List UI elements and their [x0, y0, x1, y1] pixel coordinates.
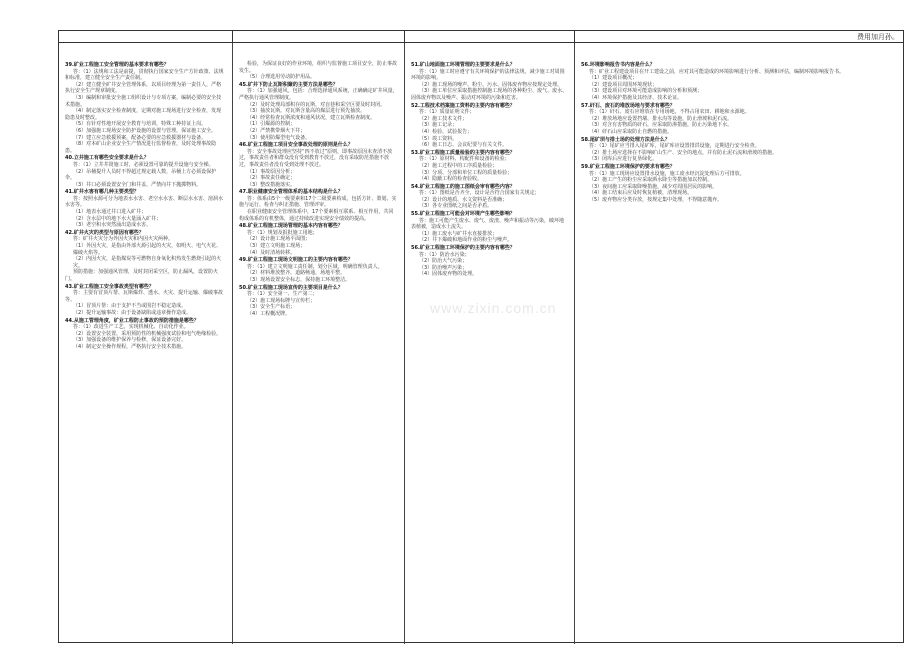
- answer-text: （5）有针对性地开展安全教育与培训，特殊工种持证上岗。: [73, 121, 207, 128]
- answer-text: （1）地表水通过井口进入矿井；: [73, 209, 147, 216]
- answer-text: （1）冒顶片帮：由于支护不当或围岩不稳定造成。: [73, 303, 187, 310]
- header-cell-2: [233, 31, 405, 43]
- answer-text: 答：（1）防治水污染；: [419, 251, 470, 258]
- answer-text: 答：（1）图纸是否齐全，设计是否符合国家有关规定；: [419, 190, 540, 197]
- answer-text: （2）事故责任确定；: [247, 175, 296, 182]
- answer-text: （2）防治大气污染；: [419, 258, 468, 265]
- answer-text: （3）使用防爆型电气设备。: [247, 134, 311, 141]
- answer-text: 答：（1）尾矿应当排入尾矿库，尾矿库应设置排洪设施，定期进行安全检查。: [589, 143, 760, 150]
- answer-text: （4）及时清场转移。: [247, 249, 296, 256]
- header-note: 费用加月孙。: [857, 33, 899, 41]
- answer-text: 答：施工可能产生废水、废气、废渣、噪声和振动等污染，破坏地表植被，造成水土流失。: [411, 217, 565, 231]
- question-heading: 41.矿井水害有哪几种主要类型？: [65, 189, 139, 196]
- answer-text: 答：（1）建立文明施工责任制，划分区域，明确管理负责人。: [247, 263, 383, 270]
- answer-text: （5）合理选用劳动防护用品。: [247, 74, 316, 81]
- question-heading: 44.从施工管理角度，矿业工程防止事故的预防措施是哪些？: [65, 317, 199, 324]
- answer-text: 答：主要有冒顶片帮、瓦斯爆炸、透水、火灾、提升运输、爆破事故等。: [65, 290, 224, 303]
- answer-text: （4）隐蔽工程的检查验收。: [419, 176, 483, 183]
- answer-text: （2）施工过程中的工序质量检验；: [419, 162, 498, 169]
- answer-text: （2）提升运输事故：由于设备缺陷或违章操作造成。: [73, 309, 192, 316]
- answer-text: （3）建立文明施工现场；: [247, 243, 306, 250]
- answer-text: （6）加强施工现场安全防护设施的设置与管理，保证施工安全。: [73, 127, 217, 134]
- answer-text: （3）防治噪声污染；: [419, 264, 468, 271]
- answer-text: （2）施工现场标牌与宣传栏；: [247, 297, 316, 304]
- answer-text: （3）整改措施落实。: [247, 181, 296, 188]
- answer-text: （2）建立健全矿井安全管理体系，以项目经理为第一责任人，严格执行安全生产规章制度。: [65, 81, 222, 95]
- answer-text: （2）设计施工现场平面图；: [247, 236, 311, 243]
- question-heading: 50.矿业工程施工现场宣传的主要项目是什么？: [239, 284, 343, 291]
- answer-text: （2）严禁携带烟火下井；: [247, 127, 306, 134]
- header-cell-1: [59, 31, 233, 43]
- answer-text: 答：按照水源可分为地表水水害、老空水水害、断层水水害、溶洞水水害等。: [65, 195, 224, 209]
- question-heading: 45.矿井下防止瓦斯积聚的主要方法是哪些？: [239, 81, 338, 88]
- answer-text: （3）安全生产标语；: [247, 304, 296, 311]
- answer-text: （2）内因火灾，是指煤炭等可燃物自身氧化积热发生燃烧引起的火灾。: [73, 256, 222, 269]
- answer-text: （4）检验、试验报告；: [419, 128, 473, 135]
- answer-text: 答：（1）规划及报批施工用地；: [247, 229, 318, 236]
- question-heading: 40.立井施工有哪些安全要求是什么？: [65, 155, 149, 162]
- question-heading: 57.矸石、废石的堆放场地与要求有哪些？: [581, 102, 675, 109]
- answer-text: 答：（1）改进生产工艺，实现机械化、自动化作业。: [73, 324, 189, 331]
- question-heading: 39.矿业工程施工安全管理的基本要求有哪些？: [65, 62, 169, 68]
- header-cell-3: [405, 31, 575, 43]
- answer-text: （5）废弃物应分类存放，按规定集中处理，不得随意抛弃。: [589, 196, 723, 203]
- answer-text: 答：（1）法规和工法是前提，贯彻执行国家安全生产方针政策、法规和标准，建立健全安全生产责任制。: [65, 68, 224, 82]
- answer-text: （2）材料堆放整齐，道路畅通，场地平整。: [247, 270, 346, 277]
- answer-text: （1）施工废水与矿井水直接排放；: [419, 230, 498, 237]
- answer-text: （2）施工产生的粉尘应采取洒水降尘等措施加以控制。: [589, 177, 713, 184]
- question-heading: 48.矿业工程施工现场管理的基本内容有哪些？: [239, 223, 343, 230]
- answer-text: （4）矸石山应采取防止自燃的措施。: [589, 128, 673, 135]
- answer-text: 答：（1）原材料、构配件和设备的检验；: [419, 156, 510, 163]
- answer-text: （3）夜间施工应采取降噪措施，减少对周围居民的影响。: [589, 183, 718, 190]
- answer-text: 答：（1）矸石、废石应堆放在专用场地，不得占用农田、耕地和水源地。: [589, 109, 750, 116]
- answer-text: （1）引爆源的控制；: [247, 121, 296, 128]
- answer-text: 答：矿业工程建设项目在开工建设之前，应对其可能造成的环境影响进行分析、预测和评估，编制环境影响报告书。: [589, 68, 845, 75]
- question-heading: 58.尾矿坝与排土场的处理方法是什么？: [581, 136, 670, 143]
- answer-text: （3）各专业图纸之间是否矛盾。: [419, 203, 493, 210]
- answer-text: （2）施工现场的噪声、粉尘、污水、固体废弃物应按规定处理。: [419, 81, 563, 88]
- answer-text: （4）工程概况牌。: [247, 310, 291, 317]
- column-4: [575, 43, 905, 644]
- answer-text: （3）编制和审批安全施工组织设计与专项方案，编制必要的安全技术措施。: [65, 94, 222, 108]
- answer-text: 答：（1）施工时应遵守有关环境保护的法律法规，减少施工对周围环境的影响。: [411, 68, 565, 82]
- question-heading: 43.矿业工程施工安全事故类型有哪些？: [65, 283, 154, 290]
- question-heading: 47.职业健康安全管理体系的基本结构是什么？: [239, 189, 343, 196]
- answer-text: （2）堆放场地应设置挡墙、排水沟等设施，防止滑坡和泥石流。: [589, 115, 733, 122]
- watermark-text: www.zixin.com.cn: [430, 300, 557, 316]
- answer-text: （4）固体废弃物的处理。: [419, 271, 478, 278]
- answer-text: （3）老空积水突然涌出造成水害。: [73, 222, 152, 229]
- answer-text: （1）外因火灾，是指由外部火源引起的火灾，如明火、电气火花、爆破火焰等。: [73, 243, 222, 256]
- answer-text: （2）排土场应选择在不影响矿山生产、安全的地点，并有防止泥石流和滑坡的措施。: [589, 149, 778, 156]
- header-row: [59, 31, 903, 43]
- question-heading: 52.工程技术档案施工资料的主要内容有哪些？: [411, 102, 515, 109]
- answer-text: 检验，为保证良好的作业环境，组织与监督施工项目安全，防止事故发生。: [239, 61, 398, 74]
- answer-text: （4）经常检查瓦斯浓度和通风状况，建立瓦斯检查制度。: [247, 114, 376, 121]
- answer-text: （5）竣工资料。: [419, 135, 458, 142]
- answer-text: （3）施工单位应采取措施控制施工现场的各种粉尘、废气、废水、固体废弃物以及噪声、振动对环境的污染和危害。: [411, 88, 568, 101]
- answer-text: （2）吊桶提升人员时不得超过规定载人数，吊桶上方必须设保护伞。: [65, 168, 217, 182]
- column-1: [59, 43, 233, 644]
- answer-text: 答：（1）立井井筒施工时，必须设置可靠的提升设施与安全梯。: [73, 161, 214, 168]
- exam-sheet: [58, 30, 904, 643]
- answer-text: （2）设计的地质、水文资料是否准确；: [419, 196, 508, 203]
- answer-text: （4）施工结束后应及时恢复植被，清理现场。: [589, 190, 693, 197]
- answer-text: （2）及时处理局部积存的瓦斯，对盲巷和采空区要及时封闭。: [247, 101, 386, 108]
- answer-text: （3）闭库后应进行复垦绿化。: [589, 156, 658, 163]
- answer-text: 答：体系由5个一级要素和17个二级要素构成，包括方针、策划、实施与运行、检查与纠正措施、管理评审。: [239, 195, 397, 209]
- question-heading: 54.矿业工程施工的施工图纸会审有哪些内容？: [411, 183, 515, 190]
- answer-text: （3）现场设置安全标志，保持施工环境整洁。: [247, 277, 351, 283]
- answer-text: 答：安全事故处理应坚持“四不放过”原则，即事故原因未查清不放过，事故责任者和群众没有受到教育不放过，没有采取防范措施不放过，事故责任者没有受到处理不放过。: [239, 148, 393, 168]
- answer-text: （3）建设项目对环境可能造成影响的分析和预测；: [589, 88, 703, 95]
- answer-text: （2）建设项目周围环境现状；: [589, 81, 658, 88]
- answer-text: 答：（1）加强通风。包括：合理选择通风系统，正确确定矿井风量，严格执行通风管理制度。: [239, 88, 398, 101]
- answer-text: 答：（1）安全第一、生产第二；: [247, 291, 318, 298]
- answer-text: （2）施工技术文件；: [419, 115, 468, 122]
- answer-text: 预防措施：加强通风管理，及时封闭采空区，防止漏风，设置防火门。: [65, 269, 219, 282]
- question-heading: 56.矿业工程施工环境保护的主要内容有哪些？: [411, 245, 515, 252]
- answer-text: （2）含水层中的地下水大量涌入矿井；: [73, 215, 162, 222]
- answer-text: （3）分项、分部和单位工程的质量检验；: [419, 169, 513, 176]
- answer-text: 答：（1）质量证明文件；: [419, 109, 475, 116]
- answer-text: （3）加强设备的维护保养与检修，保证设备完好。: [73, 337, 187, 344]
- answer-text: （4）制定安全操作规程，严格执行安全技术措施。: [73, 343, 187, 350]
- answer-text: （8）对本矿山企业安全生产情况进行监督检查，及时处理事故隐患。: [65, 141, 217, 154]
- question-heading: 51.矿山地面施工环境管理的主要要求是什么？: [411, 62, 515, 68]
- question-heading: 56.环境影响报告书内容是什么？: [581, 62, 655, 68]
- question-heading: 59.矿业工程施工环境保护的要求有哪些？: [581, 163, 675, 170]
- column-2: [233, 43, 405, 644]
- answer-text: （4）环境保护措施及其经济、技术论证。: [589, 94, 683, 101]
- question-heading: 42.矿井火灾的类型与原因有哪些？: [65, 229, 144, 236]
- answer-text: （3）井口必须设置安全门和井盖，严禁向井下抛掷物料。: [73, 181, 202, 188]
- answer-text: （1）建设项目概况；: [589, 75, 638, 82]
- answer-text: （3）施工记录；: [419, 122, 458, 129]
- answer-text: （3）抽放瓦斯。对瓦斯含量高的煤层进行预先抽放。: [247, 108, 366, 115]
- question-heading: 55.矿业工程施工可能会对环境产生哪些影响？: [411, 211, 515, 218]
- answer-text: （3）对含有害物质的矸石，应采取防渗措施，防止污染地下水。: [589, 122, 733, 129]
- question-heading: 46.矿业工程施工项目安全事故处理的原则是什么？: [239, 142, 353, 149]
- answer-text: （6）施工日志、会议纪要与有关文件。: [419, 142, 508, 149]
- column-3: [405, 43, 575, 644]
- answer-text: （2）设置安全装置，采用预防性的机械强度试验和电气绝缘检验。: [73, 330, 222, 337]
- answer-text: 答：矿井火灾分为外因火灾和内因火灾两种。: [73, 236, 174, 243]
- answer-text: 答：（1）施工现场应设置排水设施，施工废水经沉淀处理后方可排放。: [589, 170, 745, 177]
- question-heading: 53.矿业工程施工质量检验的主要内容有哪些？: [411, 149, 515, 156]
- answer-text: （7）建立应急救援预案，配备必要的应急救援器材与设备。: [73, 134, 207, 141]
- answer-text: （1）事故原因分析；: [247, 168, 296, 175]
- answer-text: （2）井下爆破和地面作业的粉尘与噪声。: [419, 237, 513, 244]
- content-columns: [59, 43, 903, 644]
- answer-text: 在职业健康安全管理体系中，17个要素相互联系、相互作用，共同构成体系的有机整体，通过持续改进实现安全绩效的提高。: [239, 209, 394, 222]
- answer-text: （4）制定落实安全检查制度，定期对施工现场进行安全检查，发现隐患及时整改。: [65, 108, 222, 121]
- question-heading: 49.矿业工程施工现场文明施工的主要内容有哪些？: [239, 257, 353, 264]
